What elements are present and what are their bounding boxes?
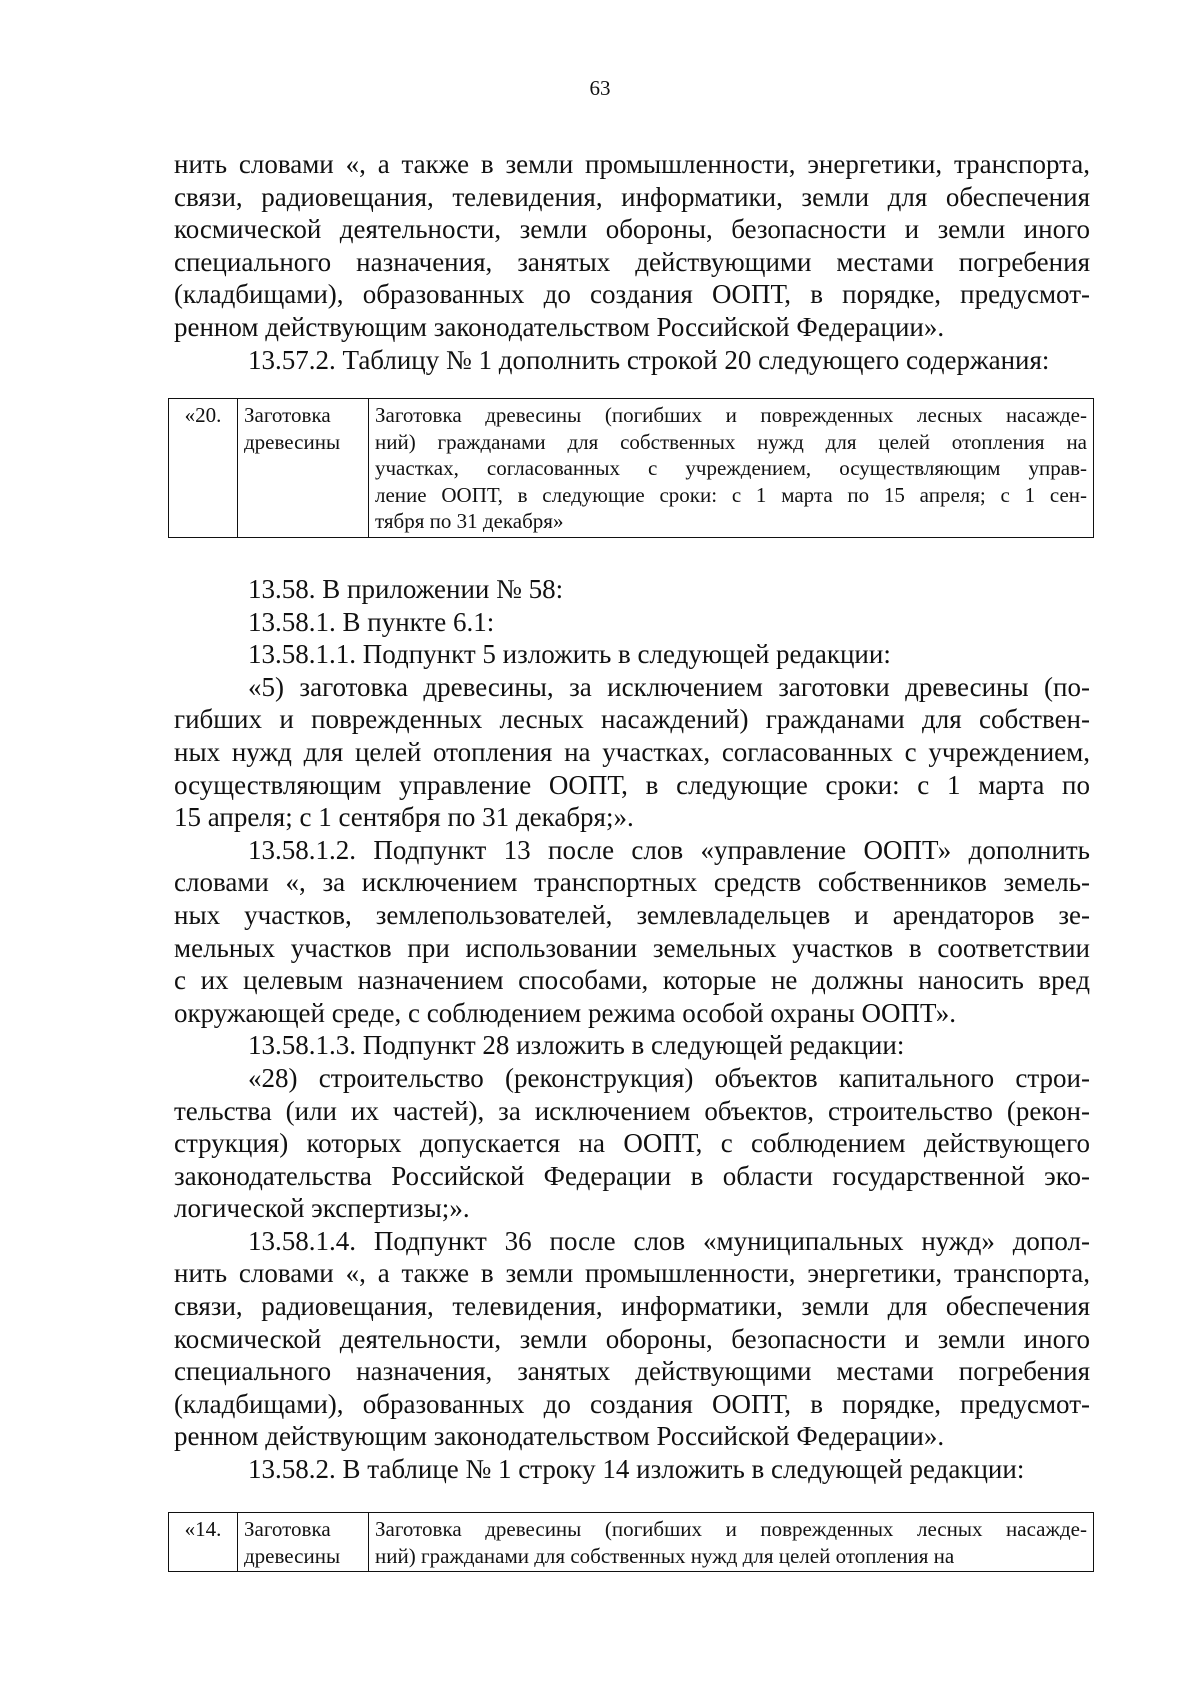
table-cell-name: Заготовка древесины — [238, 399, 369, 538]
text-line: тельства (или их частей), за исключением объектов, строительство (рекон- — [174, 1095, 1090, 1126]
text-line: космической деятельности, земли обороны, безопасности и земли иного — [174, 1323, 1090, 1354]
text-line: космической деятельности, земли обороны, безопасности и земли иного — [174, 214, 1090, 245]
table-row-14 — [168, 1512, 1094, 1572]
paragraph-subitem-5 — [174, 671, 1090, 834]
text-line: связи, радиовещания, телевидения, информатики, земли для обеспечения — [174, 1291, 1090, 1322]
paragraph-13-58-1-4 — [174, 1225, 1090, 1453]
text-block-top — [174, 148, 1090, 376]
text-block-main — [174, 573, 1090, 1486]
text-line: 15 апреля; с 1 сентября по 31 декабря;». — [174, 802, 634, 833]
text-line: ренном действующим законодательством Российской Федерации». — [174, 1421, 945, 1452]
paragraph-13-58-2: 13.58.2. В таблице № 1 строку 14 изложить в следующей редакции: — [248, 1454, 1025, 1485]
page-number: 63 — [589, 76, 611, 100]
text-line: «28) строительство (реконструкция) объектов капитального строи- — [248, 1062, 1090, 1093]
text-line: окружающей среде, с соблюдением режима особой охраны ООПТ». — [174, 997, 957, 1028]
table-row-20 — [168, 398, 1094, 538]
text-line: Заготовка древесины (погибших и поврежденных лесных насажде- — [375, 1517, 1087, 1541]
text-line: «5) заготовка древесины, за исключением заготовки древесины (по- — [248, 671, 1090, 702]
text-line: нить словами «, а также в земли промышленности, энергетики, транспорта, — [174, 1258, 1090, 1289]
text-line: (кладбищами), образованных до создания ООПТ, в порядке, предусмот- — [174, 279, 1090, 310]
text-line: ренном действующим законодательством Российской Федерации». — [174, 311, 945, 342]
text-line: мельных участков при использовании земельных участков в соответствии — [174, 932, 1090, 963]
paragraph-continuation — [174, 148, 1090, 344]
table-cell-number: «20. — [169, 399, 238, 538]
paragraph-13-58-1-2 — [174, 834, 1090, 1030]
text-line: специального назначения, занятых действующими местами погребения — [174, 246, 1090, 277]
table-row — [169, 399, 1094, 538]
text-line: 13.58.1.4. Подпункт 36 после слов «муниципальных нужд» допол- — [248, 1225, 1090, 1256]
paragraph-13-58: 13.58. В приложении № 58: — [248, 574, 564, 604]
text-line: Заготовка древесины (погибших и поврежденных лесных насажде- — [375, 403, 1087, 427]
text-line: участках, согласованных с учреждением, осуществляющим управ- — [375, 456, 1087, 480]
text-line: (кладбищами), образованных до создания ООПТ, в порядке, предусмот- — [174, 1388, 1090, 1419]
text-line: связи, радиовещания, телевидения, информатики, земли для обеспечения — [174, 181, 1090, 212]
paragraph-subitem-28 — [174, 1062, 1090, 1225]
text-line: осуществляющим управление ООПТ, в следующие сроки: с 1 марта по — [174, 769, 1090, 800]
text-line: гибших и поврежденных лесных насаждений) гражданами для собствен- — [174, 704, 1090, 735]
table-cell-description — [369, 1513, 1094, 1572]
text-line: тября по 31 декабря» — [375, 509, 564, 533]
table-cell-name: Заготовка древесины — [238, 1513, 369, 1572]
text-line: логической экспертизы;». — [174, 1193, 470, 1224]
text-line: специального назначения, занятых действующими местами погребения — [174, 1356, 1090, 1387]
text-line: ных участков, землепользователей, землевладельцев и арендаторов зе- — [174, 899, 1090, 930]
text-line: с их целевым назначением способами, которые не должны наносить вред — [174, 965, 1090, 996]
text-line: ний) гражданами для собственных нужд для целей отопления на — [375, 429, 1087, 454]
text-line: словами «, за исключением транспортных средств собственников земель- — [174, 867, 1090, 898]
text-line: законодательства Российской Федерации в области государственной эко- — [174, 1160, 1090, 1191]
text-line: 13.58.1.2. Подпункт 13 после слов «управление ООПТ» дополнить — [248, 834, 1090, 865]
text-line: ление ООПТ, в следующие сроки: с 1 марта по 15 апреля; с 1 сен- — [375, 482, 1087, 507]
text-line: ний) гражданами для собственных нужд для целей отопления на — [375, 1543, 955, 1568]
text-line: струкция) которых допускается на ООПТ, с соблюдением действующего — [174, 1128, 1090, 1159]
paragraph-13-58-1-3: 13.58.1.3. Подпункт 28 изложить в следующей редакции: — [248, 1030, 905, 1061]
table-cell-number: «14. — [169, 1513, 238, 1572]
text-line: нить словами «, а также в земли промышленности, энергетики, транспорта, — [174, 149, 1090, 179]
paragraph-13-58-1: 13.58.1. В пункте 6.1: — [248, 606, 495, 637]
table-row — [169, 1513, 1094, 1572]
table-cell-description — [369, 399, 1094, 538]
paragraph-13-57-2: 13.57.2. Таблицу № 1 дополнить строкой 20 следующего содержания: — [248, 344, 1050, 375]
paragraph-13-58-1-1: 13.58.1.1. Подпункт 5 изложить в следующей редакции: — [248, 639, 891, 670]
text-line: ных нужд для целей отопления на участках, согласованных с учреждением, — [174, 736, 1090, 767]
